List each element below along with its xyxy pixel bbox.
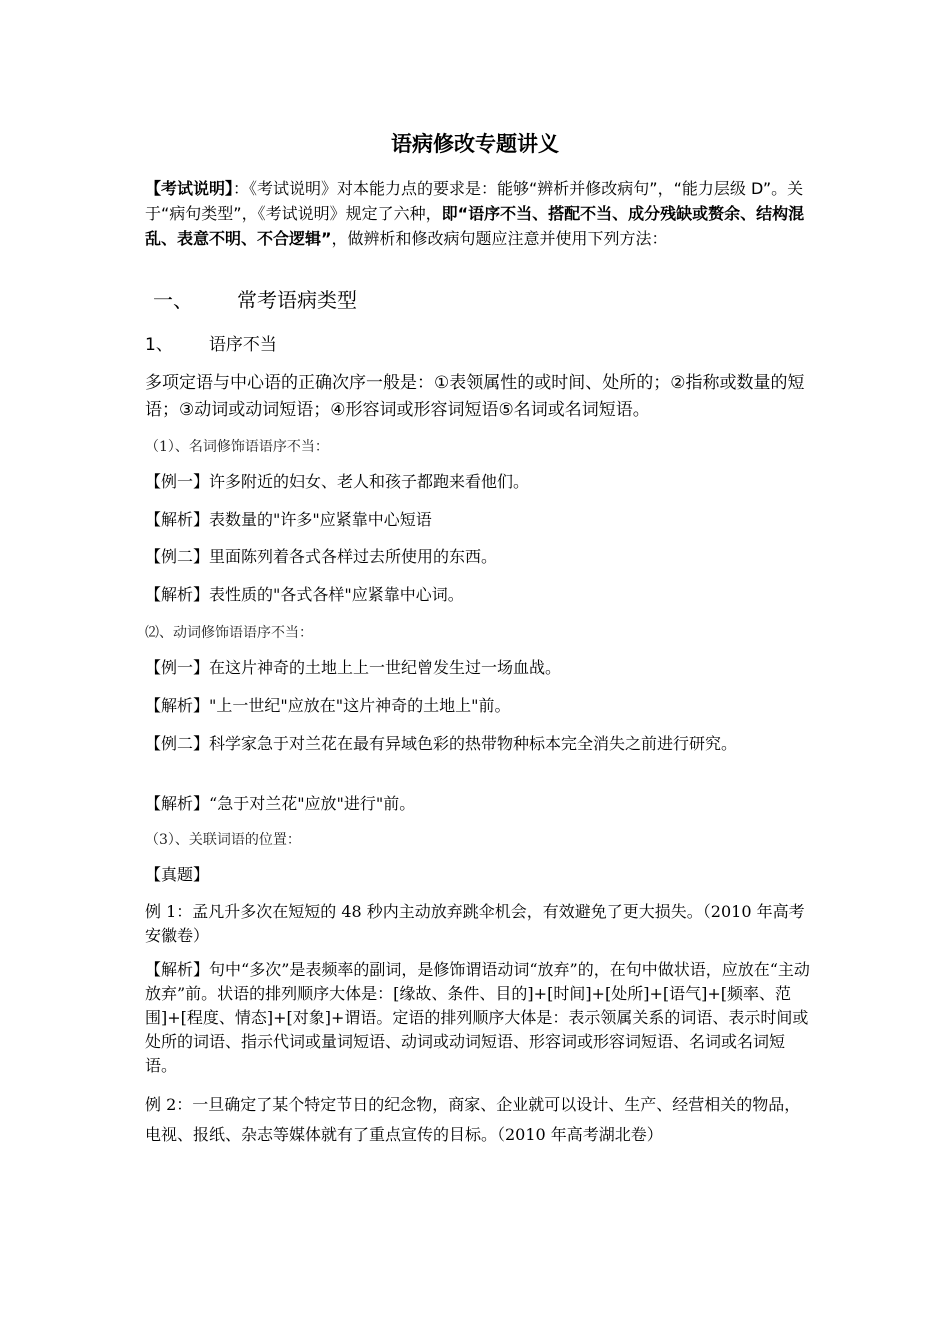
analysis-label: 【解析】 <box>145 510 210 529</box>
analysis-item <box>145 793 810 815</box>
analysis-text: 表数量的"许多"应紧靠中心短语 <box>209 510 432 529</box>
exam-description-label: 【考试说明】 <box>145 179 234 198</box>
analysis-label: 【解析】 <box>145 960 210 979</box>
example-item <box>145 733 810 755</box>
example-text: 科学家急于对兰花在最有异域色彩的热带物种标本完全消失之前进行研究。 <box>209 734 738 753</box>
analysis-item <box>145 695 810 717</box>
subsection-heading <box>145 330 810 355</box>
example-item <box>145 657 810 679</box>
analysis-text: 表性质的"各式各样"应紧靠中心词。 <box>209 585 464 604</box>
exam-description <box>145 176 810 251</box>
exam-example-1: 例 1：孟凡升多次在短短的 48 秒内主动放弃跳伞机会，有效避免了更大损失。（2010 年高考安徽卷） <box>145 902 805 945</box>
section-title: 常考语病类型 <box>237 288 357 312</box>
past-exam-label: 【真题】 <box>145 865 210 884</box>
example-label: 【例一】 <box>145 472 210 491</box>
analysis-item <box>145 509 810 531</box>
analysis-text: "上一世纪"应放在"这片神奇的土地上"前。 <box>209 696 511 715</box>
example-item <box>145 546 810 568</box>
exam-example-2: 例 2：一旦确定了某个特定节日的纪念物，商家、企业就可以设计、生产、经营相关的物品，电视、报纸、杂志等媒体就有了重点宣传的目标。（2010 年高考湖北卷） <box>145 1095 801 1144</box>
subsection-title: 语序不当 <box>208 335 277 355</box>
example-label: 【例一】 <box>145 658 210 677</box>
analysis-label: 【解析】 <box>145 696 210 715</box>
document-title: 语病修改专题讲义 <box>391 132 559 156</box>
exam-analysis <box>145 958 810 1078</box>
analysis-label: 【解析】 <box>145 794 210 813</box>
analysis-label: 【解析】 <box>145 585 210 604</box>
example-text: 许多附近的妇女、老人和孩子都跑来看他们。 <box>209 472 530 491</box>
subsection-number: 1、 <box>145 335 173 355</box>
section-number: 一、 <box>153 288 193 312</box>
section-heading <box>153 284 818 313</box>
example-label: 【例二】 <box>145 547 210 566</box>
example-item <box>145 471 810 493</box>
attribute-order-rule: 多项定语与中心语的正确次序一般是：①表领属性的或时间、处所的；②指称或数量的短语；③动词或动词短语；④形容词或形容词短语⑤名词或名词短语。 <box>145 373 805 420</box>
analysis-text: 句中“多次”是表频率的副词，是修饰谓语动词“放弃”的，在句中做状语，应放在“主动放弃”前。状语的排列顺序大体是：[缘故、条件、目的]+[时间]+[处所]+[语气]+[频率、范围]+[程度、情态]+[对象]+谓语。定语的排列顺序大体是：表示领属关系的词语、表示时间或处所的词语、指示代词或量词短语、动词或动词短语、形容词或形容词短语、名词或名词短语。 <box>145 960 810 1075</box>
analysis-item <box>145 584 810 606</box>
part2-heading: ⑵、动词修饰语语序不当： <box>145 625 313 641</box>
exam-description-text: ：《考试说明》对本能力点的要求是：能够“辨析并修改病句”，“能力层级 D”。关于“病句类型”，《考试说明》规定了六种， <box>145 179 804 223</box>
error-type-list: 即“语序不当、搭配不当、成分残缺或赘余、结构混乱、表意不明、不合逻辑” <box>145 204 805 248</box>
analysis-text: “急于对兰花"应放"进行"前。 <box>209 794 416 813</box>
example-text: 里面陈列着各式各样过去所使用的东西。 <box>209 547 498 566</box>
part1-heading: （1）、名词修饰语语序不当： <box>145 439 329 455</box>
exam-description-tail: ，做辨析和修改病句题应注意并使用下列方法： <box>331 229 668 248</box>
part3-heading: （3）、关联词语的位置： <box>145 832 301 848</box>
example-label: 【例二】 <box>145 734 210 753</box>
example-text: 在这片神奇的土地上上一世纪曾发生过一场血战。 <box>209 658 562 677</box>
